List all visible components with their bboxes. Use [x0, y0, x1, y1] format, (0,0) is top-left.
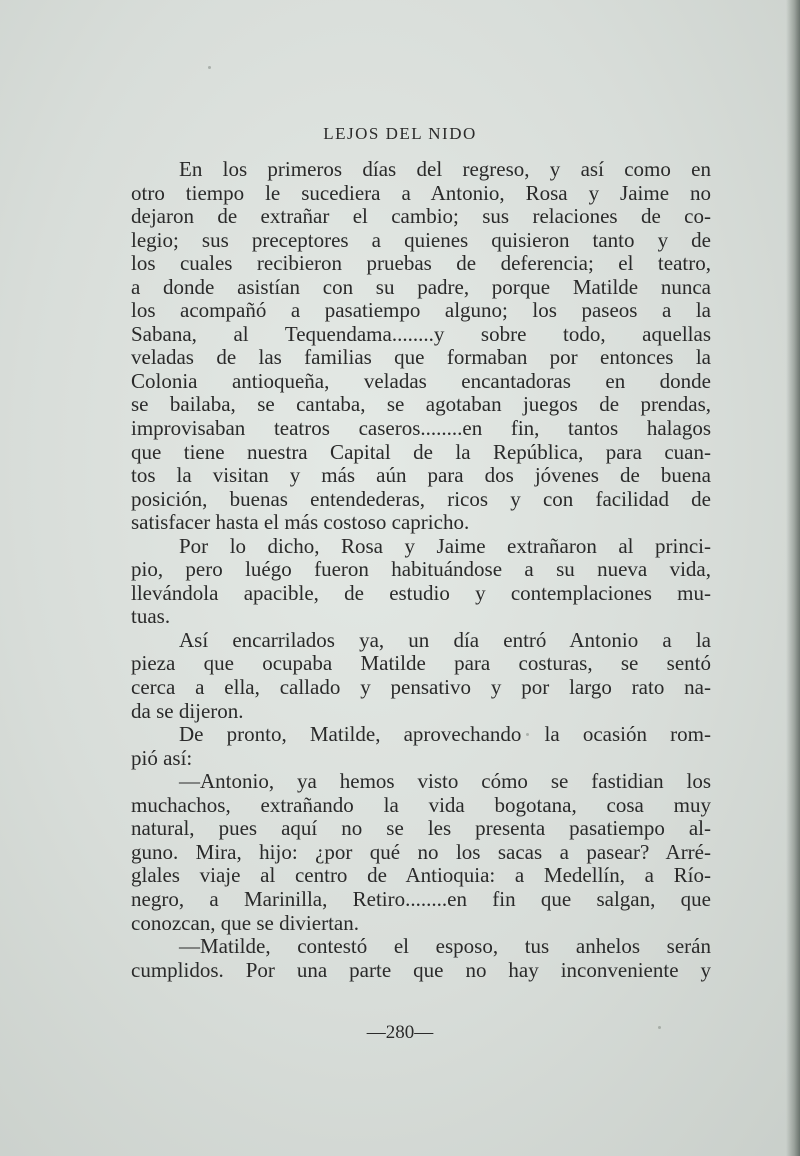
text-line: dejaron de extrañar el cambio; sus relaciones de co- — [131, 204, 711, 229]
text-line: glales viaje al centro de Antioquia: a Medellín, a Río- — [131, 863, 711, 888]
text-line: da se dijeron. — [131, 698, 244, 723]
text-line: llevándola apacible, de estudio y contemplaciones mu- — [131, 580, 711, 605]
text-line: Así encarrilados ya, un día entró Antonio a la — [179, 627, 711, 652]
paper-speck — [208, 66, 211, 69]
text-line: tos la visitan y más aún para dos jóvenes de buena — [131, 463, 711, 488]
text-line: conozcan, que se diviertan. — [131, 910, 359, 935]
text-line: posición, buenas entendederas, ricos y con facilidad de — [131, 486, 711, 511]
text-line: legio; sus preceptores a quienes quisieron tanto y de — [131, 227, 711, 252]
text-line: los acompañó a pasatiempo alguno; los paseos a la — [131, 298, 711, 323]
text-line: Por lo dicho, Rosa y Jaime extrañaron al princi- — [179, 533, 711, 558]
page-edge-shadow — [786, 0, 800, 1156]
text-line: Colonia antioqueña, veladas encantadoras en donde — [131, 368, 711, 393]
running-title: LEJOS DEL NIDO — [323, 124, 477, 143]
text-line: natural, pues aquí no se les presenta pasatiempo al- — [131, 816, 711, 841]
text-line: Sabana, al Tequendama........y sobre todo, aquellas — [131, 321, 711, 346]
text-line: pió así: — [131, 745, 193, 770]
text-line: a donde asistían con su padre, porque Matilde nunca — [131, 274, 711, 299]
text-line: muchachos, extrañando la vida bogotana, cosa muy — [131, 792, 711, 817]
text-line: tuas. — [131, 604, 171, 629]
text-line: improvisaban teatros caseros........en fin, tantos halagos — [131, 416, 711, 441]
text-line: pieza que ocupaba Matilde para costuras, se sentó — [131, 651, 711, 676]
text-line: satisfacer hasta el más costoso capricho. — [131, 510, 470, 535]
text-line: —Antonio, ya hemos visto cómo se fastidian los — [179, 769, 711, 794]
text-line: guno. Mira, hijo: ¿por qué no los sacas a pasear? Arré- — [131, 839, 711, 864]
text-line: negro, a Marinilla, Retiro........en fin que salgan, que — [131, 886, 711, 911]
text-line: De pronto, Matilde, aprovechando la ocasión rom- — [179, 722, 711, 747]
text-line: otro tiempo le sucediera a Antonio, Rosa y Jaime no — [131, 180, 711, 205]
text-line: cumplidos. Por una parte que no hay inconveniente y — [131, 957, 711, 982]
text-line: —Matilde, contestó el esposo, tus anhelos serán — [179, 934, 711, 959]
text-line: veladas de las familias que formaban por entonces la — [131, 345, 711, 370]
body-text — [131, 158, 711, 982]
text-line: pio, pero luégo fueron habituándose a su nueva vida, — [131, 557, 711, 582]
text-line: los cuales recibieron pruebas de deferencia; el teatro, — [131, 251, 711, 276]
page-number: —280— — [366, 1022, 434, 1043]
text-line: se bailaba, se cantaba, se agotaban juegos de prendas, — [131, 392, 711, 417]
text-line: que tiene nuestra Capital de la República, para cuan- — [131, 439, 711, 464]
text-line: En los primeros días del regreso, y así como en — [179, 157, 711, 181]
text-line: cerca a ella, callado y pensativo y por largo rato na- — [131, 675, 711, 700]
